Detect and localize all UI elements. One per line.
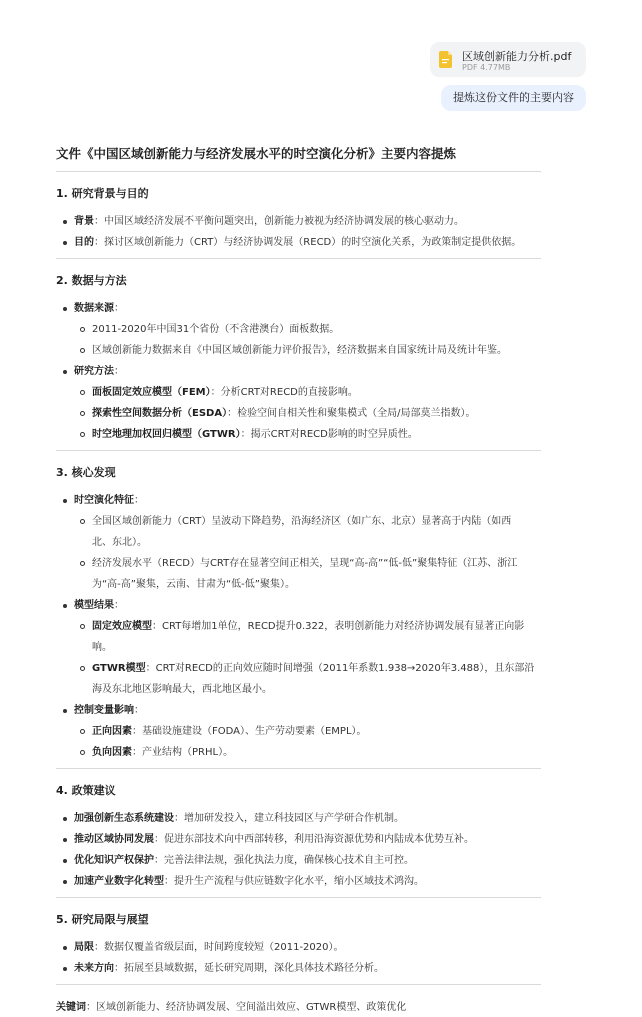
- bullet-list: [56, 298, 541, 445]
- attached-file-card[interactable]: [430, 42, 586, 77]
- divider: [56, 450, 541, 451]
- file-size: PDF 4.77MB: [462, 63, 511, 72]
- keywords-line: 关键词：区域创新能力、经济协调发展、空间溢出效应、GTWR模型、政策优化: [56, 1002, 407, 1013]
- list-item: 控制变量影响：: [56, 700, 541, 721]
- assistant-answer: [56, 142, 541, 1017]
- divider: [56, 258, 541, 259]
- list-item: 区域创新能力数据来自《中国区域创新能力评价报告》，经济数据来自国家统计局及统计年鉴。: [56, 340, 541, 361]
- list-item: 数据来源：: [56, 298, 541, 319]
- pdf-file-icon: [439, 51, 452, 68]
- list-item: 研究方法：: [56, 361, 541, 382]
- list-item: 时空演化特征：: [56, 490, 541, 511]
- list-item: 探索性空间数据分析（ESDA）：检验空间自相关性和聚集模式（全局/局部莫兰指数）。: [56, 403, 541, 424]
- divider: [56, 768, 541, 769]
- list-item: 背景：中国区域经济发展不平衡问题突出，创新能力被视为经济协调发展的核心驱动力。: [56, 211, 541, 232]
- file-name: 区域创新能力分析.pdf: [462, 50, 572, 63]
- list-item: 推动区域协同发展：促进东部技术向中西部转移，利用沿海资源优势和内陆成本优势互补。: [56, 829, 541, 850]
- section-title: 3. 核心发现: [56, 466, 116, 479]
- list-item: 经济发展水平（RECD）与CRT存在显著空间正相关，呈现“高-高”“低-低”聚集特征（江苏、浙江 为“高-高”聚集，云南、甘肃为“低-低”聚集）。: [56, 553, 541, 595]
- list-item: 模型结果：: [56, 595, 541, 616]
- bullet-list: [56, 808, 541, 892]
- list-item: 加强创新生态系统建设：增加研发投入，建立科技园区与产学研合作机制。: [56, 808, 541, 829]
- user-message-bubble: 提炼这份文件的主要内容: [441, 85, 586, 111]
- list-item: 固定效应模型：CRT每增加1单位，RECD提升0.322，表明创新能力对经济协调发展有显著正向影 响。: [56, 616, 541, 658]
- answer-title: 文件《中国区域创新能力与经济发展水平的时空演化分析》主要内容提炼: [56, 146, 457, 161]
- list-item: 局限：数据仅覆盖省级层面，时间跨度较短（2011-2020）。: [56, 937, 541, 958]
- list-item: 负向因素：产业结构（PRHL）。: [56, 742, 541, 763]
- divider: [56, 984, 541, 985]
- list-item: 面板固定效应模型（FEM）：分析CRT对RECD的直接影响。: [56, 382, 541, 403]
- list-item: 2011-2020年中国31个省份（不含港澳台）面板数据。: [56, 319, 541, 340]
- section-title: 1. 研究背景与目的: [56, 187, 149, 200]
- bullet-list: [56, 937, 541, 979]
- divider: [56, 897, 541, 898]
- section-title: 4. 政策建议: [56, 784, 116, 797]
- section-title: 5. 研究局限与展望: [56, 913, 149, 926]
- list-item: 未来方向：拓展至县域数据，延长研究周期，深化具体技术路径分析。: [56, 958, 541, 979]
- bullet-list: [56, 490, 541, 763]
- list-item: 时空地理加权回归模型（GTWR）：揭示CRT对RECD影响的时空异质性。: [56, 424, 541, 445]
- section-title: 2. 数据与方法: [56, 274, 127, 287]
- bullet-list: [56, 211, 541, 253]
- list-item: 优化知识产权保护：完善法律法规，强化执法力度，确保核心技术自主可控。: [56, 850, 541, 871]
- list-item: GTWR模型：CRT对RECD的正向效应随时间增强（2011年系数1.938→2020年3.488），且东部沿 海及东北地区影响最大，西北地区最小。: [56, 658, 541, 700]
- list-item: 目的：探讨区域创新能力（CRT）与经济协调发展（RECD）的时空演化关系，为政策制定提供依据。: [56, 232, 541, 253]
- list-item: 全国区域创新能力（CRT）呈波动下降趋势，沿海经济区（如广东、北京）显著高于内陆（如西 北、东北）。: [56, 511, 541, 553]
- divider: [56, 171, 541, 172]
- list-item: 正向因素：基础设施建设（FODA）、生产劳动要素（EMPL）。: [56, 721, 541, 742]
- list-item: 加速产业数字化转型：提升生产流程与供应链数字化水平，缩小区域技术鸿沟。: [56, 871, 541, 892]
